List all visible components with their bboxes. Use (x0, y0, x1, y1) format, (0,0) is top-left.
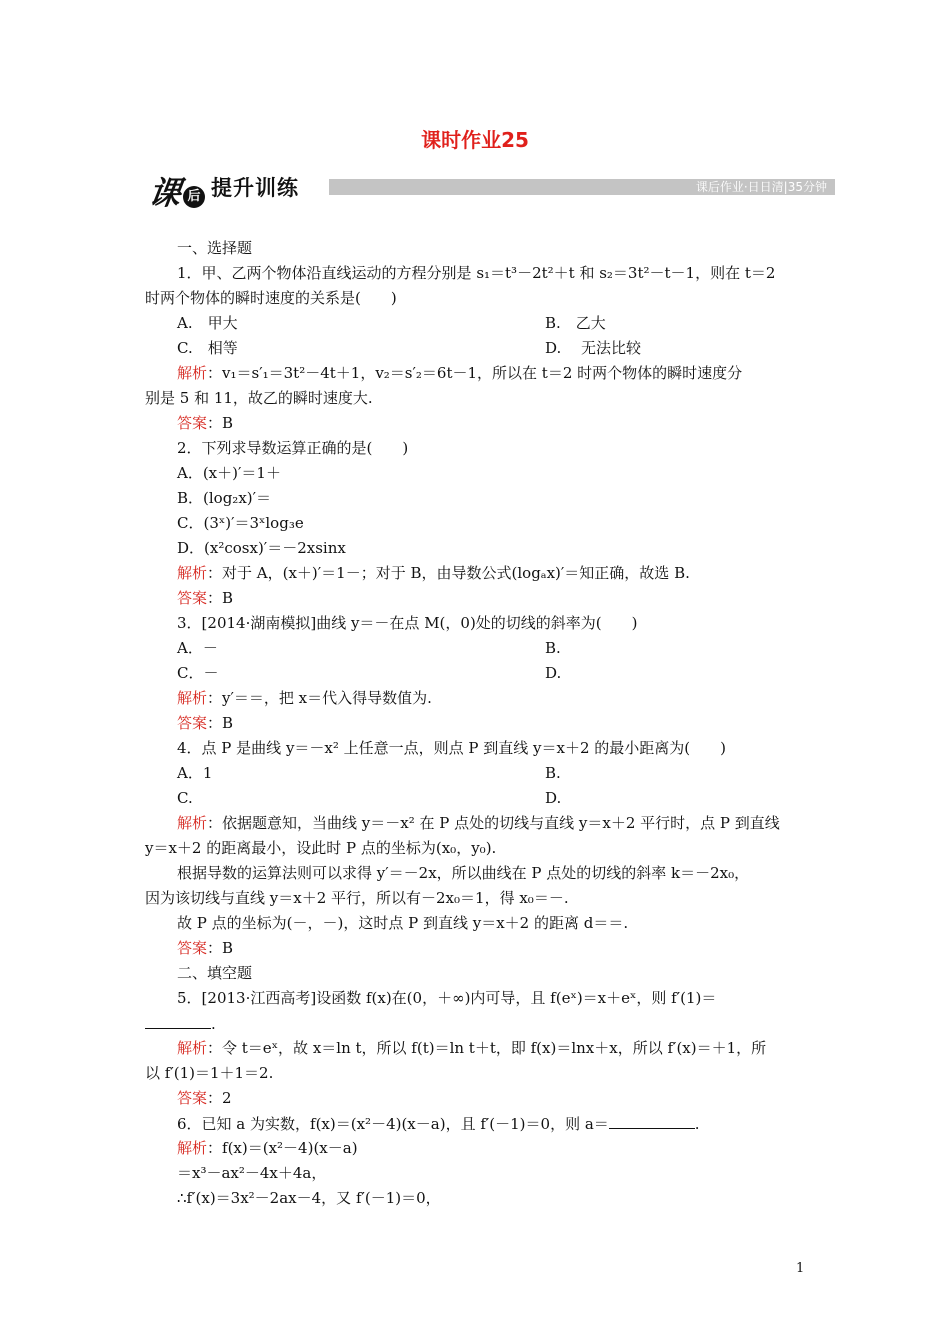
option-a: A．1 (177, 764, 213, 782)
option-d: D．(x²cosx)′＝－2xsinx (177, 539, 346, 557)
option-c: C. 相等 (177, 339, 238, 357)
solution-label: 解析 (177, 1139, 208, 1157)
question-1-text: 1．甲、乙两个物体沿直线运动的方程分别是 s₁＝t³－2t²＋t 和 s₂＝3t²－t－1，则在 t＝2 (177, 264, 776, 282)
option-d: D. (545, 664, 562, 682)
question-4-solution-cont: 故 P 点的坐标为(－，－)，这时点 P 到直线 y＝x＋2 的距离 d＝＝. (177, 914, 629, 932)
solution-text: ：f(x)＝(x²－4)(x－a) (207, 1139, 358, 1157)
question-2-solution (145, 561, 810, 586)
answer-label: 答案 (177, 714, 208, 732)
banner-bar (329, 179, 835, 195)
answer-blank (145, 1011, 211, 1029)
page-number: 1 (796, 1261, 805, 1276)
question-3-solution (145, 686, 810, 711)
option-d: D. (545, 789, 562, 807)
solution-label: 解析 (177, 689, 208, 707)
question-3-options-row (145, 636, 810, 661)
solution-label: 解析 (177, 364, 208, 382)
question-5-answer (145, 1086, 810, 1111)
question-6-text (145, 1111, 810, 1136)
option-c: C．－ (177, 664, 219, 682)
solution-label: 解析 (177, 814, 208, 832)
question-3-answer (145, 711, 810, 736)
question-1-solution-cont: 别是 5 和 11，故乙的瞬时速度大. (145, 389, 373, 407)
answer-label: 答案 (177, 589, 208, 607)
question-5-solution-cont: 以 f′(1)＝1＋1＝2. (145, 1064, 274, 1082)
banner-right-text: 课后作业·日日清|35分钟 (695, 180, 827, 194)
answer-text: ：B (207, 589, 234, 607)
question-2-text: 2．下列求导数运算正确的是( ) (177, 439, 409, 457)
banner-logo: 课 (146, 174, 184, 212)
option-c: C. (177, 789, 193, 807)
answer-label: 答案 (177, 414, 208, 432)
section-heading-choice: 一、选择题 (177, 239, 253, 257)
question-1-text-cont: 时两个物体的瞬时速度的关系是( ) (145, 289, 397, 307)
question-4-options-row (145, 786, 810, 811)
question-4-options-row (145, 761, 810, 786)
answer-blank (609, 1111, 695, 1129)
question-6-solution-cont: ∴f′(x)＝3x²－2ax－4，又 f′(－1)＝0， (177, 1189, 441, 1207)
question-4-solution-cont: 根据导数的运算法则可以求得 y′＝－2x，所以曲线在 P 点处的切线的斜率 k＝－2x₀， (177, 864, 750, 882)
section-heading-fill: 二、填空题 (177, 964, 253, 982)
option-d: D. 无法比较 (545, 339, 642, 357)
question-3-options-row (145, 661, 810, 686)
option-a: A．－ (177, 639, 218, 657)
answer-text: ：B (207, 939, 234, 957)
solution-text: ：y′＝＝，把 x＝代入得导数值为. (207, 689, 432, 707)
answer-text: ：B (207, 714, 234, 732)
banner-title: 提升训练 (211, 176, 299, 200)
question-6-solution (145, 1136, 810, 1161)
question-6-end: . (694, 1115, 700, 1133)
question-4-solution-cont: y＝x＋2 的距离最小，设此时 P 点的坐标为(x₀，y₀). (145, 839, 497, 857)
solution-text: ：v₁＝s′₁＝3t²－4t＋1，v₂＝s′₂＝6t－1，所以在 t＝2 时两个物体的瞬时速度分 (207, 364, 743, 382)
answer-text: ：2 (207, 1089, 232, 1107)
question-1-answer (145, 411, 810, 436)
option-b: B．(log₂x)′＝ (177, 489, 272, 507)
question-4-text: 4．点 P 是曲线 y＝－x² 上任意一点，则点 P 到直线 y＝x＋2 的最小距离为( ) (177, 739, 727, 757)
question-4-answer (145, 936, 810, 961)
solution-label: 解析 (177, 1039, 208, 1057)
solution-text: ：对于 A，(x＋)′＝1－；对于 B，由导数公式(logₐx)′＝知正确，故选 B. (207, 564, 690, 582)
answer-text: ：B (207, 414, 234, 432)
question-5-blank-line (145, 1011, 810, 1036)
option-a: A．(x＋)′＝1＋ (177, 464, 281, 482)
question-4-solution (145, 811, 810, 836)
solution-text: ：令 t＝eˣ，故 x＝ln t，所以 f(t)＝ln t＋t，即 f(x)＝lnx＋x，所以 f′(x)＝＋1，所 (207, 1039, 767, 1057)
question-5-solution (145, 1036, 810, 1061)
option-c: C．(3ˣ)′＝3ˣlog₃e (177, 514, 304, 532)
answer-label: 答案 (177, 1089, 208, 1107)
solution-label: 解析 (177, 564, 208, 582)
section-banner (145, 168, 835, 210)
question-5-text: 5．[2013·江西高考]设函数 f(x)在(0，＋∞)内可导，且 f(eˣ)＝x＋eˣ，则 f′(1)＝ (177, 989, 717, 1007)
question-6-solution-cont: ＝x³－ax²－4x＋4a， (177, 1164, 327, 1182)
banner-logo-badge: 后 (183, 186, 205, 208)
question-4-solution-cont: 因为该切线与直线 y＝x＋2 平行，所以有－2x₀＝1，得 x₀＝－. (145, 889, 569, 907)
option-b: B. 乙大 (545, 314, 606, 332)
question-2-answer (145, 586, 810, 611)
question-5-end: . (211, 1015, 216, 1033)
page-title: 课时作业25 (421, 128, 529, 152)
option-b: B. (545, 764, 561, 782)
question-1-solution (145, 361, 810, 386)
question-6-body: 6．已知 a 为实数，f(x)＝(x²－4)(x－a)，且 f′(－1)＝0，则 a＝ (177, 1115, 609, 1133)
option-a: A. 甲大 (177, 314, 238, 332)
option-b: B. (545, 639, 561, 657)
question-3-text: 3．[2014·湖南模拟]曲线 y＝－在点 M(，0)处的切线的斜率为( ) (177, 614, 638, 632)
question-1-options-row (145, 311, 810, 336)
document-body (145, 236, 810, 1211)
question-1-options-row (145, 336, 810, 361)
solution-text: ：依据题意知，当曲线 y＝－x² 在 P 点处的切线与直线 y＝x＋2 平行时，点 P 到直线 (207, 814, 780, 832)
answer-label: 答案 (177, 939, 208, 957)
